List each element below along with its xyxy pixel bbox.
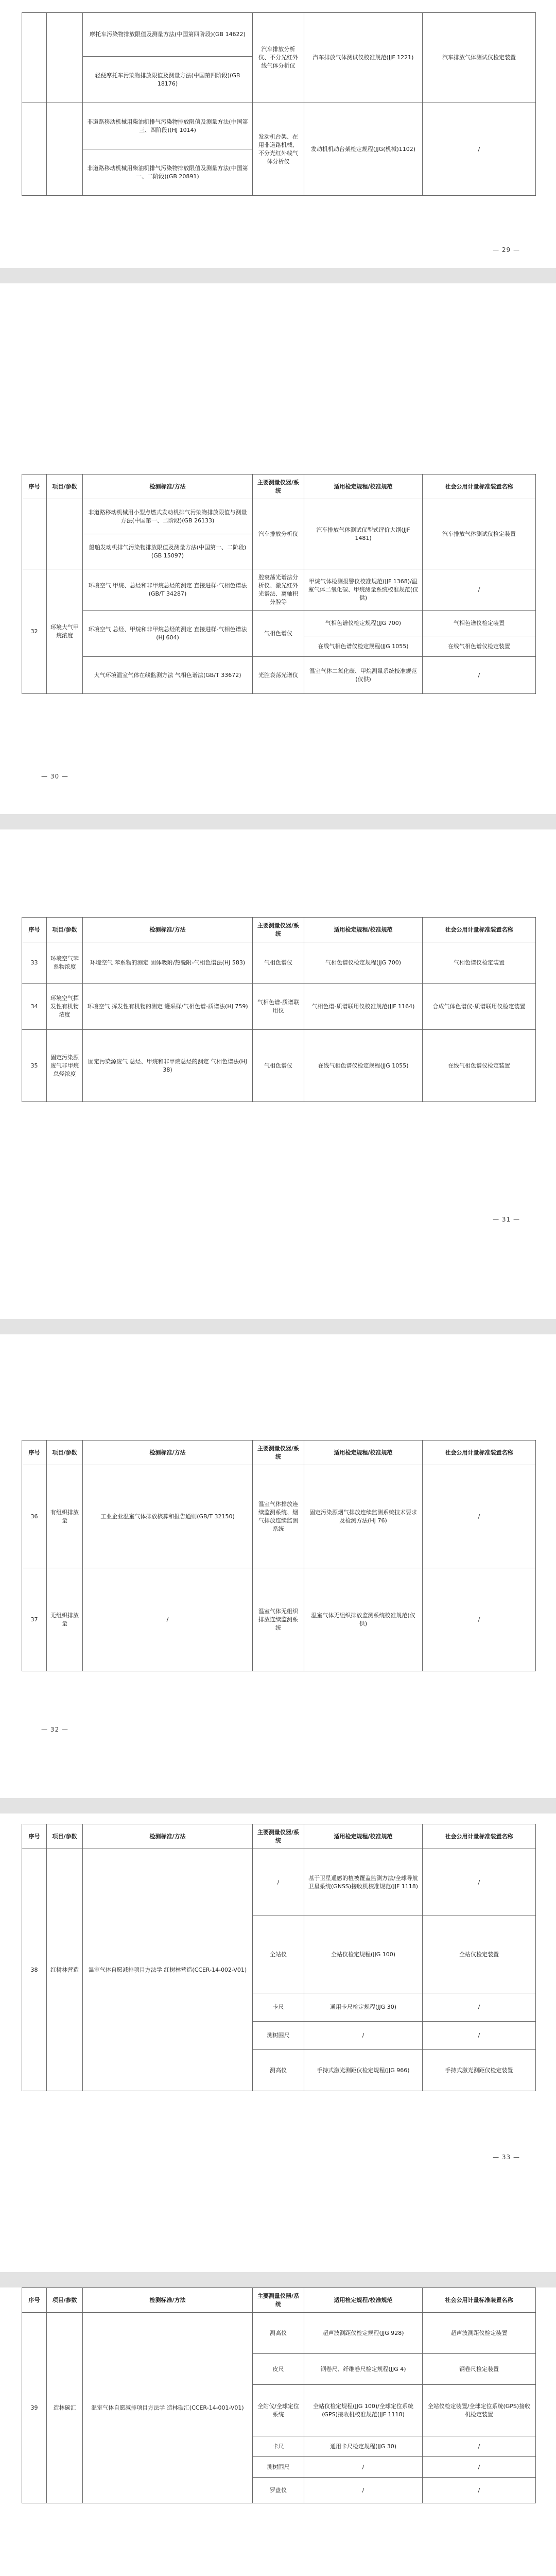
page-gap: [0, 2272, 556, 2287]
regulation-cell: 气相色谱仪检定规程(JJG 700): [304, 942, 423, 984]
page-number: — 29 —: [493, 246, 520, 253]
regulation-cell: /: [304, 2022, 423, 2050]
table-header: [22, 1440, 536, 1465]
header-public-standard: 社会公用计量标准装置名称: [423, 1824, 536, 1849]
standards-table: [22, 2287, 536, 2503]
regulation-cell: 钢卷尺、纤维卷尺检定规程(JJG 4): [304, 2354, 423, 2385]
page-gap: [0, 1798, 556, 1814]
item-cell: 红树林营造: [47, 1849, 83, 2091]
header-regulation: 适用检定规程/校准规范: [304, 918, 423, 942]
table-row: [22, 984, 536, 1030]
standard-cell: 摩托车污染物排放限值及测量方法(中国第四阶段)(GB 14622): [83, 13, 253, 57]
row-number: 33: [22, 942, 47, 984]
regulation-cell: 超声波测距仪检定规程(JJG 928): [304, 2313, 423, 2354]
public-standard-cell: /: [423, 569, 536, 611]
table-row: [22, 103, 536, 149]
public-standard-cell: /: [423, 1568, 536, 1671]
page-number: — 30 —: [41, 773, 68, 780]
row-number: 37: [22, 1568, 47, 1671]
header-no: 序号: [22, 1440, 47, 1465]
header-no: 序号: [22, 2288, 47, 2313]
standard-cell: 非道路移动机械用柴油机排气污染物排放限值及测量方法(中国第三、四阶段)(HJ 1014): [83, 103, 253, 149]
row-number: 36: [22, 1465, 47, 1568]
instrument-cell: 全站仪: [253, 1916, 304, 1993]
standard-cell: 非道路移动机械用小型点燃式发动机排气污染物排放限值与测量方法(中国第一、二阶段)(GB 26133): [83, 499, 253, 534]
standard-cell: 环境空气 甲烷、总烃和非甲烷总烃的测定 直接进样-气相色谱法(GB/T 34287): [83, 569, 253, 611]
header-no: 序号: [22, 918, 47, 942]
table-row: [22, 1568, 536, 1671]
table-row: [22, 499, 536, 534]
page-gap: [0, 268, 556, 283]
instrument-cell: 卡尺: [253, 2436, 304, 2457]
standards-table: [22, 474, 536, 694]
item-cell: 无组织排放量: [47, 1568, 83, 1671]
header-regulation: 适用检定规程/校准规范: [304, 474, 423, 499]
header-public-standard: 社会公用计量标准装置名称: [423, 2288, 536, 2313]
regulation-cell: 全站仪检定规程(JJG 100): [304, 1916, 423, 1993]
standards-table: [22, 12, 536, 196]
header-regulation: 适用检定规程/校准规范: [304, 2288, 423, 2313]
instrument-cell: 气相色谱仪: [253, 611, 304, 657]
public-standard-cell: 全站仪检定装置/全球定位系统(GPS)接收机检定装置: [423, 2385, 536, 2436]
standard-cell: 温室气体自愿减排项目方法学 造林碳汇(CCER-14-001-V01): [83, 2313, 253, 2503]
standard-cell: 温室气体自愿减排项目方法学 红树林营造(CCER-14-002-V01): [83, 1849, 253, 2091]
page-34: [0, 2287, 556, 2576]
regulation-cell: /: [304, 2457, 423, 2478]
header-instrument: 主要测量仪器/系统: [253, 1440, 304, 1465]
row-number: 38: [22, 1849, 47, 2091]
item-cell: 有组织排放量: [47, 1465, 83, 1568]
table-row: [22, 2313, 536, 2354]
header-item: 项目/参数: [47, 474, 83, 499]
table-row: [22, 942, 536, 984]
standard-cell: 固定污染源废气 总烃、甲烷和非甲烷总烃的测定 气相色谱法(HJ 38): [83, 1030, 253, 1102]
regulation-cell: 在线气相色谱仪检定规程(JJG 1055): [304, 636, 423, 657]
header-public-standard: 社会公用计量标准装置名称: [423, 918, 536, 942]
standard-cell: 非道路移动机械用柴油机排气污染物排放限值及测量方法(中国第一、二阶段)(GB 20891): [83, 149, 253, 196]
row-number: 35: [22, 1030, 47, 1102]
table-header: [22, 918, 536, 942]
header-instrument: 主要测量仪器/系统: [253, 2288, 304, 2313]
regulation-cell: 甲烷气体检测报警仪校准规范(JJF 1368)/温室气体二氧化碳、甲烷测量系统校准规范(仅供): [304, 569, 423, 611]
regulation-cell: /: [304, 2478, 423, 2503]
page-gap: [0, 1319, 556, 1334]
public-standard-cell: 超声波测距仪检定装置: [423, 2313, 536, 2354]
instrument-cell: 温室气体无组织排放连续监测系统: [253, 1568, 304, 1671]
table-header: [22, 474, 536, 499]
standard-cell: /: [83, 1568, 253, 1671]
regulation-cell: 汽车排放气体测试仪校准规范(JJF 1221): [304, 13, 423, 103]
regulation-cell: 手持式激光测距仪检定规程(JJG 966): [304, 2050, 423, 2091]
item-cell: 造林碳汇: [47, 2313, 83, 2503]
instrument-cell: 气相色谱仪: [253, 942, 304, 984]
table-row: [22, 1849, 536, 1916]
instrument-cell: 卡尺: [253, 1993, 304, 2022]
page-29: [0, 0, 556, 268]
regulation-cell: 通用卡尺检定规程(JJG 30): [304, 1993, 423, 2022]
public-standard-cell: /: [423, 657, 536, 694]
regulation-cell: 基于卫星遥感的植被覆盖监测方法/全球导航卫星系统(GNSS)接收机校准规范(JJF 1118): [304, 1849, 423, 1916]
table-header: [22, 2288, 536, 2313]
row-number: 34: [22, 984, 47, 1030]
header-standard: 检测标准/方法: [83, 474, 253, 499]
item-cell: 固定污染源废气非甲烷总烃浓度: [47, 1030, 83, 1102]
public-standard-cell: 手持式激光测距仪检定装置: [423, 2050, 536, 2091]
standard-cell: 环境空气 苯系物的测定 固体吸附/热脱附-气相色谱法(HJ 583): [83, 942, 253, 984]
regulation-cell: 全站仪检定规程(JJG 100)/全球定位系统(GPS)接收机校准规范(JJF 1118): [304, 2385, 423, 2436]
header-public-standard: 社会公用计量标准装置名称: [423, 474, 536, 499]
instrument-cell: 气相色谱仪: [253, 1030, 304, 1102]
instrument-cell: 皮尺: [253, 2354, 304, 2385]
instrument-cell: /: [253, 1849, 304, 1916]
table-header: [22, 1824, 536, 1849]
instrument-cell: 测树围尺: [253, 2022, 304, 2050]
header-standard: 检测标准/方法: [83, 2288, 253, 2313]
page-number: — 31 —: [493, 1216, 520, 1223]
standard-cell: 轻便摩托车污染物排放限值及测量方法(中国第四阶段)(GB 18176): [83, 57, 253, 103]
header-item: 项目/参数: [47, 1824, 83, 1849]
public-standard-cell: 合成气体色谱仪-质谱联用仪检定装置: [423, 984, 536, 1030]
table-row: [22, 611, 536, 636]
regulation-cell: 固定污染源烟气排放连续监测系统技术要求及检测方法(HJ 76): [304, 1465, 423, 1568]
public-standard-cell: 在线气相色谱仪检定装置: [423, 636, 536, 657]
page-33: [0, 1814, 556, 2272]
standard-cell: 工业企业温室气体排放核算和报告通则(GB/T 32150): [83, 1465, 253, 1568]
header-regulation: 适用检定规程/校准规范: [304, 1824, 423, 1849]
public-standard-cell: 在线气相色谱仪检定装置: [423, 1030, 536, 1102]
row-number: 32: [22, 569, 47, 694]
standard-cell: 环境空气 挥发性有机物的测定 罐采样/气相色谱-质谱法(HJ 759): [83, 984, 253, 1030]
header-standard: 检测标准/方法: [83, 918, 253, 942]
header-item: 项目/参数: [47, 2288, 83, 2313]
header-regulation: 适用检定规程/校准规范: [304, 1440, 423, 1465]
public-standard-cell: 汽车排放气体测试仪检定装置: [423, 499, 536, 569]
public-standard-cell: /: [423, 2022, 536, 2050]
instrument-cell: 汽车排放分析仪、不分光红外线气体分析仪: [253, 13, 304, 103]
table-row: [22, 13, 536, 57]
standards-table: [22, 917, 536, 1102]
regulation-cell: 发动机机动台架检定规程(JJG(机械)1102): [304, 103, 423, 196]
standard-cell: 船舶发动机排气污染物排放限值及测量方法(中国第一、二阶段)(GB 15097): [83, 534, 253, 569]
public-standard-cell: /: [423, 103, 536, 196]
instrument-cell: 全站仪/全球定位系统: [253, 2385, 304, 2436]
standard-cell: 环境空气 总烃、甲烷和非甲烷总烃的测定 直接进样-气相色谱法(HJ 604): [83, 611, 253, 657]
header-standard: 检测标准/方法: [83, 1440, 253, 1465]
page-number: — 33 —: [493, 2154, 520, 2161]
public-standard-cell: 汽车排放气体测试仪检定装置: [423, 13, 536, 103]
instrument-cell: 汽车排放分析仪: [253, 499, 304, 569]
regulation-cell: 汽车排放气体测试仪型式评价大纲(JJF 1481): [304, 499, 423, 569]
public-standard-cell: 气相色谱仪检定装置: [423, 611, 536, 636]
regulation-cell: 气相色谱仪检定规程(JJG 700): [304, 611, 423, 636]
regulation-cell: 通用卡尺检定规程(JJG 30): [304, 2436, 423, 2457]
public-standard-cell: /: [423, 2478, 536, 2503]
page-number: — 32 —: [41, 1726, 68, 1733]
public-standard-cell: /: [423, 2436, 536, 2457]
instrument-cell: 发动机台架、在用非道路机械、不分光红外线气体分析仪: [253, 103, 304, 196]
standard-cell: 大气环境温室气体在线监测方法 气相色谱法(GB/T 33672): [83, 657, 253, 694]
instrument-cell: 腔衰荡光谱法分析仪、激光红外光谱法、离轴积分腔等: [253, 569, 304, 611]
header-no: 序号: [22, 474, 47, 499]
header-standard: 检测标准/方法: [83, 1824, 253, 1849]
header-instrument: 主要测量仪器/系统: [253, 1824, 304, 1849]
regulation-cell: 温室气体二氧化碳、甲烷测量系统校准规范(仅供): [304, 657, 423, 694]
row-number: 39: [22, 2313, 47, 2503]
table-row: [22, 569, 536, 611]
header-instrument: 主要测量仪器/系统: [253, 918, 304, 942]
regulation-cell: 气相色谱-质谱联用仪校准规范(JJF 1164): [304, 984, 423, 1030]
instrument-cell: 测高仪: [253, 2313, 304, 2354]
standards-table: [22, 1440, 536, 1671]
public-standard-cell: /: [423, 1849, 536, 1916]
public-standard-cell: 气相色谱仪检定装置: [423, 942, 536, 984]
item-cell: 环境空气苯系物浓度: [47, 942, 83, 984]
page-32: [0, 1334, 556, 1798]
standards-table: [22, 1824, 536, 2091]
instrument-cell: 光腔衰荡光谱仪: [253, 657, 304, 694]
header-instrument: 主要测量仪器/系统: [253, 474, 304, 499]
public-standard-cell: /: [423, 1465, 536, 1568]
instrument-cell: 温室气体排放连续监测系统、烟气排放连续监测系统: [253, 1465, 304, 1568]
instrument-cell: 测树围尺: [253, 2457, 304, 2478]
instrument-cell: 罗盘仪: [253, 2478, 304, 2503]
header-item: 项目/参数: [47, 1440, 83, 1465]
public-standard-cell: /: [423, 2457, 536, 2478]
page-31: [0, 829, 556, 1319]
page-gap: [0, 814, 556, 829]
public-standard-cell: 全站仪检定装置: [423, 1916, 536, 1993]
header-no: 序号: [22, 1824, 47, 1849]
item-cell: 环境空气挥发性有机物浓度: [47, 984, 83, 1030]
public-standard-cell: 钢卷尺检定装置: [423, 2354, 536, 2385]
table-row: [22, 657, 536, 694]
regulation-cell: 在线气相色谱仪检定规程(JJG 1055): [304, 1030, 423, 1102]
table-row: [22, 1030, 536, 1102]
header-public-standard: 社会公用计量标准装置名称: [423, 1440, 536, 1465]
header-item: 项目/参数: [47, 918, 83, 942]
regulation-cell: 温室气体无组织排放监测系统校准规范(仅供): [304, 1568, 423, 1671]
table-row: [22, 1465, 536, 1568]
instrument-cell: 测高仪: [253, 2050, 304, 2091]
item-cell: 环境大气甲烷浓度: [47, 569, 83, 694]
page-30: [0, 283, 556, 814]
instrument-cell: 气相色谱-质谱联用仪: [253, 984, 304, 1030]
public-standard-cell: /: [423, 1993, 536, 2022]
